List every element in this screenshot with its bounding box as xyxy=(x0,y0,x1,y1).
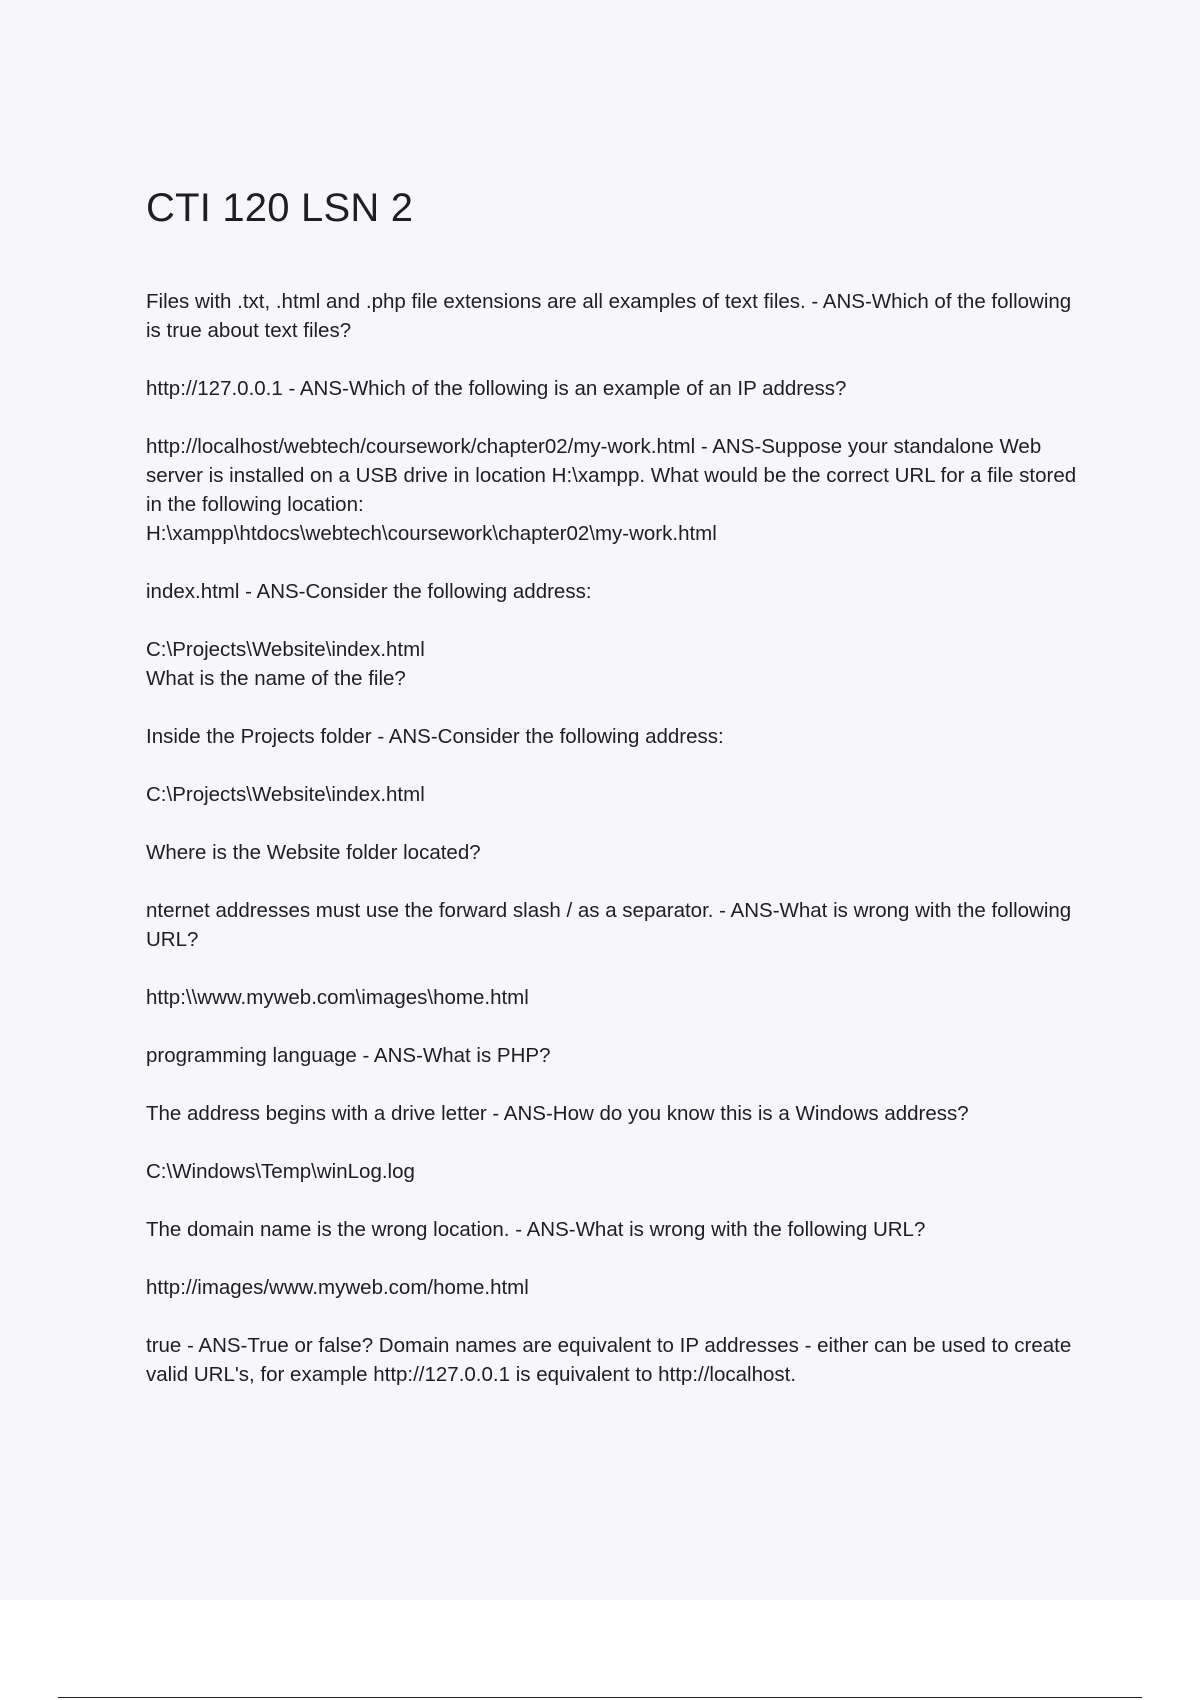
qa-paragraph: http://localhost/webtech/coursework/chapter02/my-work.html - ANS-Suppose your standalone Web server is installed on a USB drive in location H:\xampp. What would be the correct URL for a file stored in the following location: H:\xampp\htdocs\webtech\coursework\chapter02\my-work.html xyxy=(146,435,1077,545)
qa-paragraph: Inside the Projects folder - ANS-Consider the following address: xyxy=(146,725,724,748)
qa-paragraph: The domain name is the wrong location. - ANS-What is wrong with the following URL? xyxy=(146,1218,926,1241)
qa-paragraph: nternet addresses must use the forward slash / as a separator. - ANS-What is wrong with the following URL? xyxy=(146,899,1077,951)
qa-paragraph: C:\Projects\Website\index.html What is the name of the file? xyxy=(146,638,425,690)
qa-paragraph: Where is the Website folder located? xyxy=(146,841,481,864)
document-title: CTI 120 LSN 2 xyxy=(146,186,414,230)
qa-paragraph: C:\Projects\Website\index.html xyxy=(146,783,425,806)
qa-paragraph: Files with .txt, .html and .php file extensions are all examples of text files. - ANS-Which of the following is true about text files? xyxy=(146,290,1077,342)
qa-paragraph: The address begins with a drive letter - ANS-How do you know this is a Windows address? xyxy=(146,1102,969,1125)
qa-paragraph: C:\Windows\Temp\winLog.log xyxy=(146,1160,415,1183)
qa-paragraph: http://127.0.0.1 - ANS-Which of the following is an example of an IP address? xyxy=(146,377,847,400)
document-content xyxy=(146,180,1091,1418)
qa-paragraph: index.html - ANS-Consider the following address: xyxy=(146,580,592,603)
qa-paragraph: http://images/www.myweb.com/home.html xyxy=(146,1276,529,1299)
qa-paragraph: true - ANS-True or false? Domain names are equivalent to IP addresses - either can be used to create valid URL's, for example http://127.0.0.1 is equivalent to http://localhost. xyxy=(146,1334,1077,1386)
qa-paragraph: http:\\www.myweb.com\images\home.html xyxy=(146,986,529,1009)
qa-paragraph: programming language - ANS-What is PHP? xyxy=(146,1044,551,1067)
footer-divider xyxy=(58,1697,1142,1698)
